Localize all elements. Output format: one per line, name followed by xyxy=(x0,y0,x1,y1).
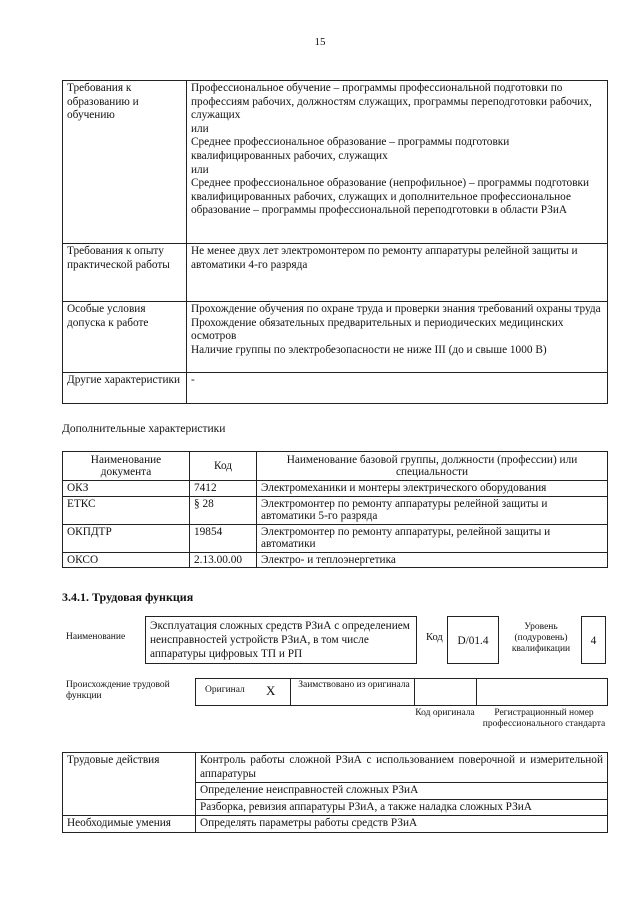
requirements-table xyxy=(62,80,608,404)
table-row xyxy=(63,302,608,373)
level-label: Уровень (подуровень) квалификации xyxy=(511,622,571,654)
additional-title: Дополнительные характеристики xyxy=(62,423,226,435)
additional-table xyxy=(62,451,608,568)
table-cell: ОКЗ xyxy=(63,481,190,497)
table-cell: ОКСО xyxy=(63,552,190,568)
row-value: Определение неисправностей сложных РЗиА xyxy=(196,783,608,800)
level-box: 4 xyxy=(581,616,606,664)
text-line: Среднее профессиональное образование – программы подготовки квалифицированных рабочих, служащих xyxy=(191,136,510,162)
table-row xyxy=(63,524,608,552)
table-row xyxy=(63,481,608,497)
row-label: Другие характеристики xyxy=(63,373,187,404)
code-original-label: Код оригинала xyxy=(415,708,475,718)
table-cell: Электромеханики и монтеры электрического оборудования xyxy=(257,481,608,497)
code-label: Код xyxy=(426,632,443,643)
row-label xyxy=(63,783,196,800)
origin-label: Происхождение трудовой функции xyxy=(66,680,170,701)
table-row xyxy=(63,753,608,783)
original-label: Оригинал xyxy=(205,685,245,695)
name-label: Наименование xyxy=(66,632,126,642)
text-line: или xyxy=(191,163,209,176)
table-row xyxy=(63,244,608,302)
function-name-box: Эксплуатация сложных средств РЗиА с определением неисправностей устройств РЗиА, в том числе аппаратуры цифровых ТП и РП xyxy=(145,616,417,664)
code-box: D/01.4 xyxy=(447,616,499,664)
column-header: Код xyxy=(190,452,257,481)
row-value: Определять параметры работы средств РЗиА xyxy=(196,816,608,833)
text-line: Прохождение обязательных предварительных и периодических медицинских осмотров xyxy=(191,316,564,343)
text-line: или xyxy=(191,122,209,135)
table-row xyxy=(63,373,608,404)
table-cell: Электромонтер по ремонту аппаратуры, релейной защиты и автоматики xyxy=(257,524,608,552)
row-label xyxy=(63,799,196,816)
text-line: Не менее двух лет электромонтером по ремонту аппаратуры релейной защиты и автоматики 4-го разряда xyxy=(191,245,578,271)
text-line: Наличие группы по электробезопасности не ниже III (до и свыше 1000 В) xyxy=(191,343,547,356)
table-cell: 7412 xyxy=(190,481,257,497)
row-value xyxy=(187,81,608,244)
table-cell: Электромонтер по ремонту аппаратуры релейной защиты и автоматики 5-го разряда xyxy=(257,496,608,524)
table-row xyxy=(63,783,608,800)
text-line: Среднее профессиональное образование (непрофильное) – программы подготовки квалифицированных рабочих, служащих и дополнительное профессиональное образование – программы профессиональной переподготовки в области РЗиА xyxy=(191,177,590,217)
row-value xyxy=(187,373,608,404)
function-heading: 3.4.1. Трудовая функция xyxy=(62,590,194,604)
table-row xyxy=(63,799,608,816)
text-line: Профессиональное обучение – программы профессиональной подготовки по профессиям рабочих, должностям служащих, программы переподготовки рабочих, служащих xyxy=(191,82,592,122)
table-row xyxy=(63,81,608,244)
text-line: - xyxy=(191,374,195,386)
row-value: Контроль работы сложной РЗиА с использованием поверочной и измерительной аппаратуры xyxy=(196,753,608,783)
table-cell: 2.13.00.00 xyxy=(190,552,257,568)
row-label: Трудовые действия xyxy=(63,753,196,783)
table-cell: § 28 xyxy=(190,496,257,524)
row-value xyxy=(187,244,608,302)
row-value xyxy=(187,302,608,373)
table-cell: ОКПДТР xyxy=(63,524,190,552)
original-mark: X xyxy=(266,683,276,698)
actions-table xyxy=(62,752,608,833)
origin-box-edge xyxy=(607,678,608,706)
table-row xyxy=(63,496,608,524)
row-value: Разборка, ревизия аппаратуры РЗиА, а также наладка сложных РЗиА xyxy=(196,799,608,816)
table-cell: 19854 xyxy=(190,524,257,552)
row-label: Требования к образованию и обучению xyxy=(63,81,187,244)
table-cell: Электро- и теплоэнергетика xyxy=(257,552,608,568)
column-header: Наименование базовой группы, должности (профессии) или специальности xyxy=(257,452,608,481)
column-header: Наименование документа xyxy=(63,452,190,481)
row-label: Необходимые умения xyxy=(63,816,196,833)
table-header-row xyxy=(63,452,608,481)
borrowed-label: Заимствовано из оригинала xyxy=(298,680,410,690)
row-label: Требования к опыту практической работы xyxy=(63,244,187,302)
table-row xyxy=(63,552,608,568)
code-original-cell xyxy=(414,678,477,706)
page-number: 15 xyxy=(314,36,326,48)
text-line: Прохождение обучения по охране труда и проверки знания требований охраны труда xyxy=(191,303,601,315)
row-label: Особые условия допуска к работе xyxy=(63,302,187,373)
table-cell: ЕТКС xyxy=(63,496,190,524)
reg-number-label: Регистрационный номер профессионального стандарта xyxy=(482,708,606,729)
table-row xyxy=(63,816,608,833)
